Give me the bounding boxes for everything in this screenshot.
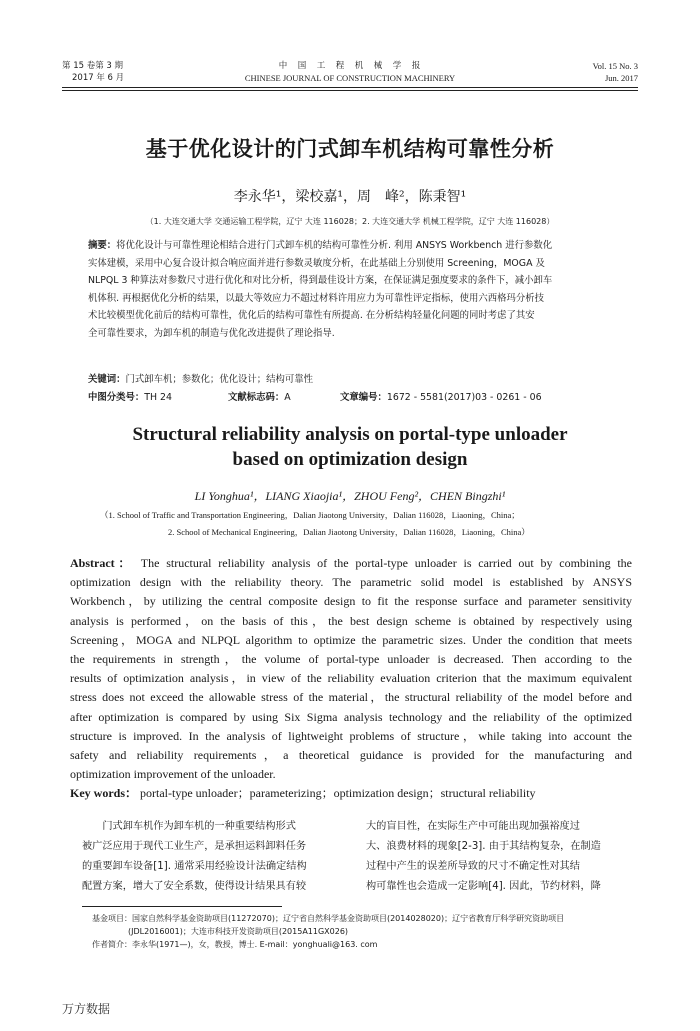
body-line: 构可靠性也会造成一定影响[4]. 因此，节约材料，降 bbox=[366, 881, 601, 892]
body-line: 被广泛应用于现代工业生产，是承担运料卸料任务 bbox=[82, 841, 307, 852]
en-abstract-line: after optimization is compared by using Six Sigma analysis technology and the reliability of the optimized bbox=[70, 709, 632, 724]
header-rule-top bbox=[62, 87, 638, 88]
header-volume: 第 15 卷第 3 期 bbox=[62, 61, 124, 71]
en-abstract-line: optimization improvement of the unloader. bbox=[70, 767, 276, 782]
body-line: 门式卸车机作为卸车机的一种重要结构形式 bbox=[82, 821, 296, 832]
header-journal-en: CHINESE JOURNAL OF CONSTRUCTION MACHINERY bbox=[244, 73, 456, 83]
cn-article-no-value: 1672 - 5581(2017)03 - 0261 - 06 bbox=[386, 392, 542, 403]
cn-abstract-line: NLPQL 3 种算法对参数尺寸进行优化和对比分析，得到最佳设计方案，在保证满足强度要求的条件下，减小卸车 bbox=[88, 275, 553, 287]
cn-clc-value: TH 24 bbox=[144, 392, 172, 403]
header-date-en: Jun. 2017 bbox=[604, 73, 638, 83]
en-title-line1: Structural reliability analysis on portal-type unloader bbox=[132, 424, 568, 445]
footnote-fund-2: (JDL2016001)；大连市科技开发资助项目(2015A11GX026) bbox=[128, 927, 349, 936]
en-abstract-line: Workbench，by utilizing the central composite design to fit the response surface and parameter sensitivity bbox=[70, 594, 632, 609]
cn-abstract-line: 术比较模型优化前后的结构可靠性，优化后的结构可靠性有所提高. 在分析结构轻量化问题的同时考虑了其安 bbox=[88, 310, 535, 322]
cn-article-no bbox=[340, 389, 542, 403]
footnote-rule bbox=[82, 906, 282, 907]
en-keywords bbox=[70, 784, 536, 801]
en-abstract-line: Screening，MOGA and NLPQL algorithm to optimize the parametric sizes. Under the condition that meets bbox=[70, 632, 632, 647]
en-abstract-line: the requirements in strength，the volume of portal-type unloader is decreased. Then according to the bbox=[70, 652, 632, 667]
en-affiliation-1: （1. School of Traffic and Transportation Engineering，Dalian Jiaotong University，Dalian 116028，Liaoning，China； bbox=[100, 510, 520, 520]
cn-abstract-label: 摘要： bbox=[88, 240, 117, 251]
en-title-line2: based on optimization design bbox=[232, 449, 468, 470]
cn-keywords-label: 关键词： bbox=[88, 374, 126, 385]
en-authors: LI Yonghua¹，LIANG Xiaojia¹，ZHOU Feng²，CHEN Bingzhi¹ bbox=[194, 489, 506, 503]
header-date: 2017 年 6 月 bbox=[72, 73, 125, 83]
cn-keywords-text: 门式卸车机；参数化；优化设计；结构可靠性 bbox=[125, 374, 314, 385]
header-rule-bottom bbox=[62, 90, 638, 91]
en-abstract-line: optimization design with the reliability theory. The parametric solid model is established by ANSYS bbox=[70, 575, 632, 590]
cn-article-no-label: 文章编号： bbox=[340, 392, 387, 403]
cn-doc-code-label: 文献标志码： bbox=[228, 392, 285, 403]
en-abstract-label: Abstract： bbox=[70, 556, 135, 570]
body-right-column bbox=[366, 817, 638, 897]
cn-authors: 李永华¹，梁校嘉¹，周 峰²，陈秉智¹ bbox=[233, 189, 467, 205]
cn-abstract bbox=[88, 237, 628, 343]
cn-clc bbox=[88, 389, 172, 403]
cn-abstract-line: 实体建模，采用中心复合设计拟合响应面并进行参数灵敏度分析，在此基础上分别使用 Screening，MOGA 及 bbox=[88, 257, 545, 269]
cn-affiliations: （1. 大连交通大学 交通运输工程学院，辽宁 大连 116028；2. 大连交通大学 机械工程学院，辽宁 大连 116028） bbox=[145, 217, 555, 226]
cn-abstract-line: 将优化设计与可靠性理论相结合进行门式卸车机的结构可靠性分析. 利用 ANSYS Workbench 进行参数化 bbox=[116, 240, 553, 251]
body-line: 过程中产生的误差所导致的尺寸不确定性对其结 bbox=[366, 861, 580, 872]
cn-clc-label: 中图分类号： bbox=[88, 392, 145, 403]
en-abstract-line: stress does not exceed the allowable stress of the material，the structural reliability of the model before and bbox=[70, 690, 632, 705]
en-abstract-line: results of optimization analysis，in view of the reliability evaluation criterion that the maximum equivalent bbox=[70, 671, 632, 686]
body-left-column bbox=[82, 817, 354, 897]
header-journal-cn: 中 国 工 程 机 械 学 报 bbox=[278, 61, 422, 71]
watermark-wanfang: 万方数据 bbox=[62, 1002, 111, 1016]
en-abstract-line: The structural reliability analysis of the portal-type unloader is carried out by combining the bbox=[140, 556, 632, 570]
header-volume-en: Vol. 15 No. 3 bbox=[592, 61, 638, 71]
en-abstract-line: safety and reliability requirements，a theoretical guidance is provided for the manufacturing and bbox=[70, 748, 632, 763]
body-line: 的重要卸车设备[1]. 通常采用经验设计法确定结构 bbox=[82, 861, 307, 872]
footnotes bbox=[92, 912, 642, 951]
cn-doc-code bbox=[228, 389, 291, 403]
body-line: 配置方案，增大了安全系数，使得设计结果具有较 bbox=[82, 881, 307, 892]
en-affiliation-2: 2. School of Mechanical Engineering，Dalian Jiaotong University，Dalian 116028，Liaoning，China） bbox=[168, 527, 530, 537]
en-keywords-text: portal-type unloader；parameterizing；optimization design；structural reliability bbox=[140, 786, 536, 800]
en-keywords-label: Key words： bbox=[70, 786, 137, 800]
cn-keywords bbox=[88, 371, 313, 385]
body-line: 大、浪费材料的现象[2-3]. 由于其结构复杂，在制造 bbox=[366, 841, 601, 852]
en-abstract bbox=[70, 554, 632, 784]
cn-doc-code-value: A bbox=[284, 392, 291, 403]
cn-abstract-line: 全可靠性要求，为卸车机的制造与优化改进提供了理论指导. bbox=[88, 327, 335, 339]
en-abstract-line: analysis is performed，on the basis of this，the best design scheme is obtained by respectively using bbox=[70, 613, 632, 628]
cn-abstract-line: 机体积. 再根据优化分析的结果，以最大等效应力不超过材料许用应力为可靠性评定指标，使用六西格玛分析技 bbox=[88, 292, 544, 304]
body-line: 大的盲目性，在实际生产中可能出现加强裕度过 bbox=[366, 821, 580, 832]
footnote-fund-1: 基金项目：国家自然科学基金资助项目(11272070)；辽宁省自然科学基金资助项目(2014028020)；辽宁省教育厅科学研究资助项目 bbox=[92, 914, 565, 923]
footnote-author: 作者简介：李永华(1971—)，女，教授，博士. E-mail：yonghuali@163. com bbox=[92, 940, 378, 949]
en-abstract-line: structure is improved. In the analysis of lightweight problems of structure，while taking into account the bbox=[70, 728, 632, 743]
cn-title: 基于优化设计的门式卸车机结构可靠性分析 bbox=[145, 137, 555, 161]
